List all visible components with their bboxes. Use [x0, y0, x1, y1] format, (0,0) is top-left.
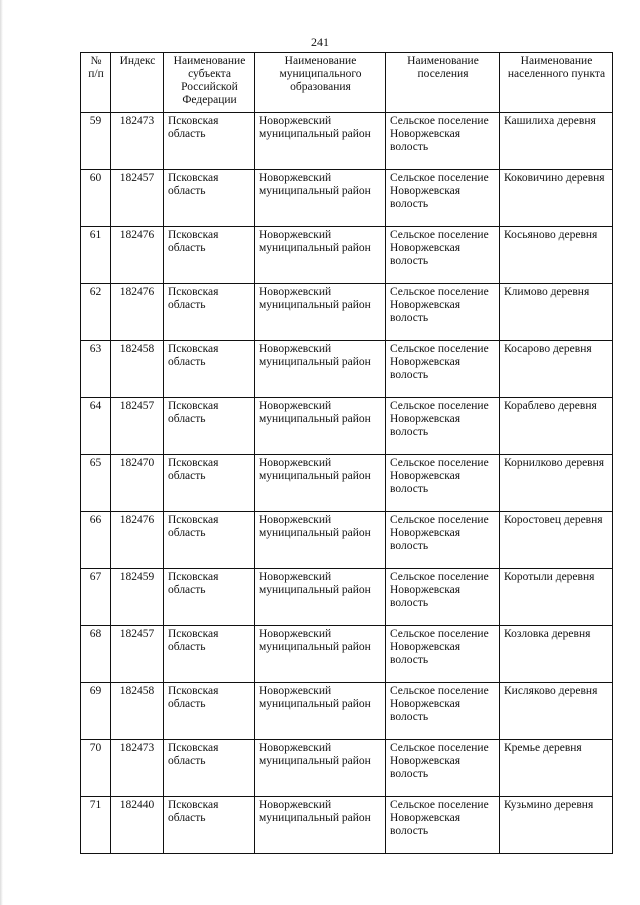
table-header	[81, 53, 613, 113]
table-row	[81, 455, 613, 512]
row-number-cell: 65	[81, 455, 111, 512]
postal-index-cell: 182440	[111, 797, 164, 854]
federal-subject-cell: Псковская область	[164, 341, 255, 398]
locality-cell: Кораблево деревня	[500, 398, 613, 455]
table-row	[81, 569, 613, 626]
settlement-cell: Сельское поселение Новоржевская волость	[386, 113, 500, 170]
municipality-cell: Новоржевский муниципальный район	[255, 626, 386, 683]
row-number-cell: 64	[81, 398, 111, 455]
table-row	[81, 284, 613, 341]
locality-cell: Кузьмино деревня	[500, 797, 613, 854]
settlement-cell: Сельское поселение Новоржевская волость	[386, 683, 500, 740]
table-row	[81, 740, 613, 797]
postal-index-cell: 182476	[111, 512, 164, 569]
settlement-cell: Сельское поселение Новоржевская волость	[386, 569, 500, 626]
postal-index-cell: 182473	[111, 740, 164, 797]
settlements-table	[80, 52, 613, 854]
federal-subject-cell: Псковская область	[164, 797, 255, 854]
federal-subject-cell: Псковская область	[164, 683, 255, 740]
row-number-cell: 67	[81, 569, 111, 626]
postal-index-cell: 182473	[111, 113, 164, 170]
table-row	[81, 626, 613, 683]
postal-index-cell: 182458	[111, 341, 164, 398]
settlement-cell: Сельское поселение Новоржевская волость	[386, 740, 500, 797]
municipality-cell: Новоржевский муниципальный район	[255, 740, 386, 797]
settlement-cell: Сельское поселение Новоржевская волость	[386, 170, 500, 227]
header-number: № п/п	[81, 53, 111, 113]
table-row	[81, 683, 613, 740]
municipality-cell: Новоржевский муниципальный район	[255, 797, 386, 854]
locality-cell: Косьяново деревня	[500, 227, 613, 284]
postal-index-cell: 182457	[111, 398, 164, 455]
federal-subject-cell: Псковская область	[164, 626, 255, 683]
municipality-cell: Новоржевский муниципальный район	[255, 341, 386, 398]
municipality-cell: Новоржевский муниципальный район	[255, 284, 386, 341]
table-body	[81, 113, 613, 854]
postal-index-cell: 182459	[111, 569, 164, 626]
municipality-cell: Новоржевский муниципальный район	[255, 227, 386, 284]
page-number: 241	[311, 35, 329, 49]
header-municipality: Наименование муниципального образования	[255, 53, 386, 113]
postal-index-cell: 182458	[111, 683, 164, 740]
settlement-cell: Сельское поселение Новоржевская волость	[386, 797, 500, 854]
header-row	[81, 53, 613, 113]
row-number-cell: 61	[81, 227, 111, 284]
settlement-cell: Сельское поселение Новоржевская волость	[386, 455, 500, 512]
table-row	[81, 398, 613, 455]
header-settlement: Наименование поселения	[386, 53, 500, 113]
postal-index-cell: 182457	[111, 626, 164, 683]
federal-subject-cell: Псковская область	[164, 740, 255, 797]
table-row	[81, 341, 613, 398]
federal-subject-cell: Псковская область	[164, 227, 255, 284]
scan-edge	[0, 0, 3, 905]
municipality-cell: Новоржевский муниципальный район	[255, 398, 386, 455]
locality-cell: Кисляково деревня	[500, 683, 613, 740]
header-locality: Наименование населенного пункта	[500, 53, 613, 113]
postal-index-cell: 182476	[111, 227, 164, 284]
locality-cell: Кашилиха деревня	[500, 113, 613, 170]
locality-cell: Коротыли деревня	[500, 569, 613, 626]
table-row	[81, 227, 613, 284]
postal-index-cell: 182476	[111, 284, 164, 341]
row-number-cell: 62	[81, 284, 111, 341]
federal-subject-cell: Псковская область	[164, 569, 255, 626]
postal-index-cell: 182457	[111, 170, 164, 227]
municipality-cell: Новоржевский муниципальный район	[255, 569, 386, 626]
locality-cell: Коростовец деревня	[500, 512, 613, 569]
locality-cell: Корнилково деревня	[500, 455, 613, 512]
federal-subject-cell: Псковская область	[164, 284, 255, 341]
federal-subject-cell: Псковская область	[164, 170, 255, 227]
municipality-cell: Новоржевский муниципальный район	[255, 683, 386, 740]
settlement-cell: Сельское поселение Новоржевская волость	[386, 284, 500, 341]
row-number-cell: 70	[81, 740, 111, 797]
header-index: Индекс	[111, 53, 164, 113]
table-row	[81, 170, 613, 227]
municipality-cell: Новоржевский муниципальный район	[255, 455, 386, 512]
settlement-cell: Сельское поселение Новоржевская волость	[386, 626, 500, 683]
federal-subject-cell: Псковская область	[164, 512, 255, 569]
row-number-cell: 63	[81, 341, 111, 398]
federal-subject-cell: Псковская область	[164, 398, 255, 455]
table-row	[81, 797, 613, 854]
table-row	[81, 512, 613, 569]
table-row	[81, 113, 613, 170]
locality-cell: Коковичино деревня	[500, 170, 613, 227]
row-number-cell: 60	[81, 170, 111, 227]
settlement-cell: Сельское поселение Новоржевская волость	[386, 398, 500, 455]
row-number-cell: 69	[81, 683, 111, 740]
header-federal-subject: Наименование субъекта Российской Федерации	[164, 53, 255, 113]
postal-index-cell: 182470	[111, 455, 164, 512]
federal-subject-cell: Псковская область	[164, 455, 255, 512]
municipality-cell: Новоржевский муниципальный район	[255, 113, 386, 170]
settlement-cell: Сельское поселение Новоржевская волость	[386, 227, 500, 284]
locality-cell: Кремье деревня	[500, 740, 613, 797]
settlement-cell: Сельское поселение Новоржевская волость	[386, 341, 500, 398]
locality-cell: Климово деревня	[500, 284, 613, 341]
locality-cell: Косарово деревня	[500, 341, 613, 398]
row-number-cell: 59	[81, 113, 111, 170]
row-number-cell: 68	[81, 626, 111, 683]
settlement-cell: Сельское поселение Новоржевская волость	[386, 512, 500, 569]
municipality-cell: Новоржевский муниципальный район	[255, 512, 386, 569]
locality-cell: Козловка деревня	[500, 626, 613, 683]
row-number-cell: 71	[81, 797, 111, 854]
municipality-cell: Новоржевский муниципальный район	[255, 170, 386, 227]
federal-subject-cell: Псковская область	[164, 113, 255, 170]
row-number-cell: 66	[81, 512, 111, 569]
